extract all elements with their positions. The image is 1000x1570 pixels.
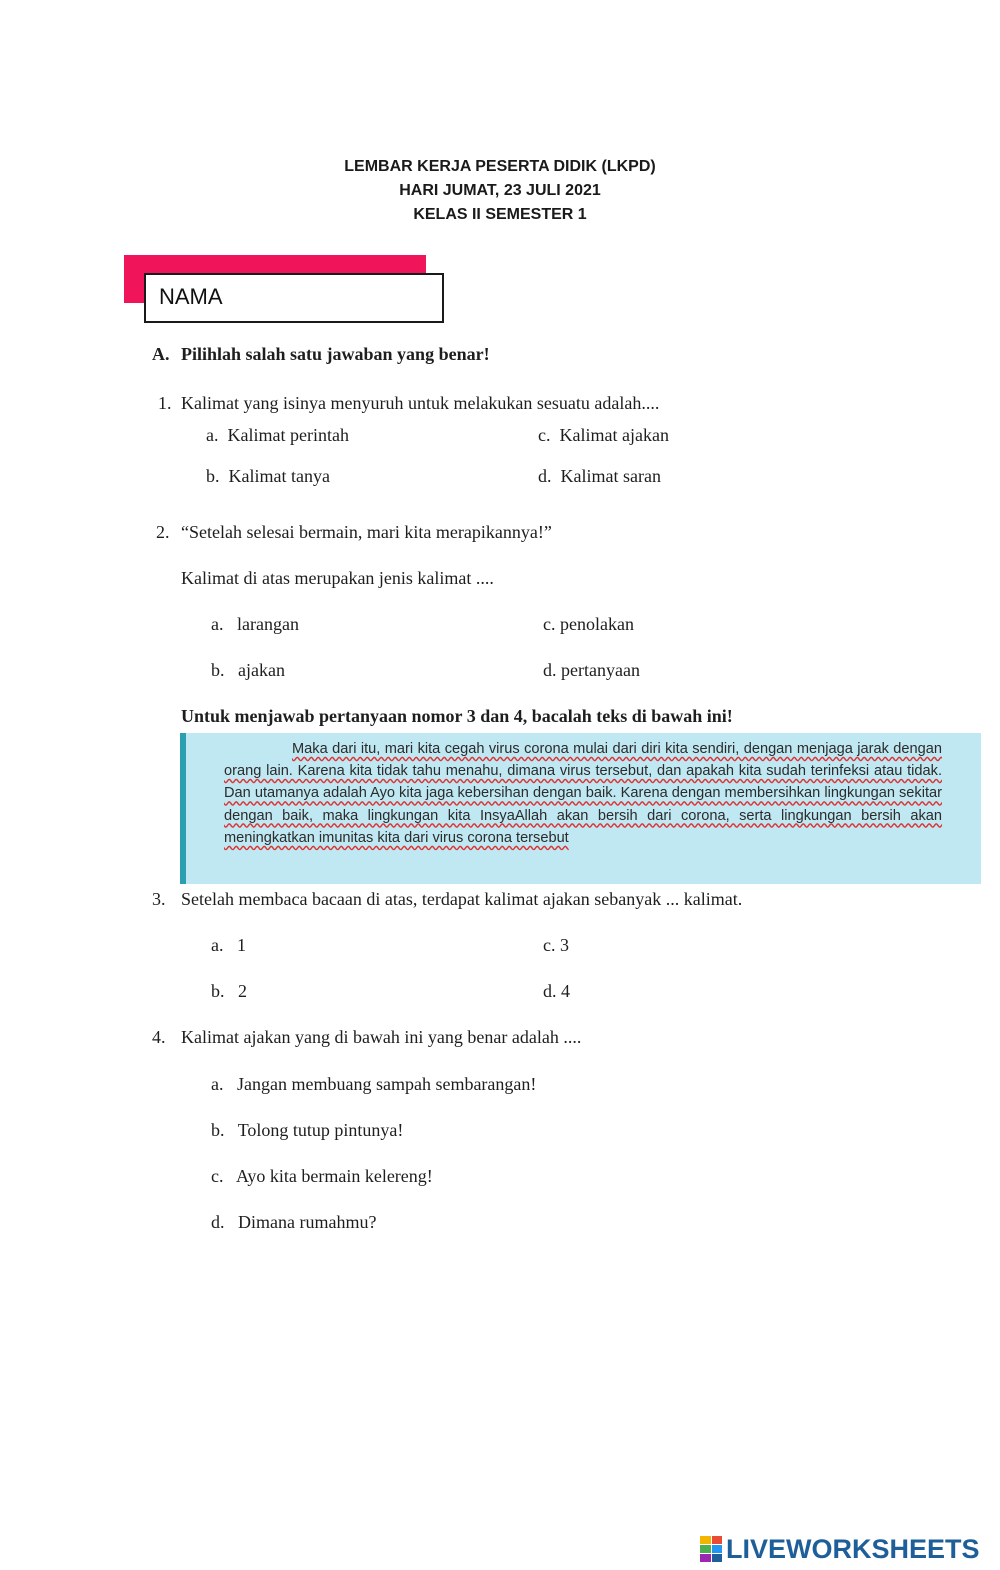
q3-option-b[interactable] [211,981,247,1002]
option-letter: b. [211,1120,225,1140]
q2-quote: “Setelah selesai bermain, mari kita merapikannya!” [181,522,552,542]
option-letter: c. [538,425,551,445]
option-text: Dimana rumahmu? [238,1212,377,1232]
q4-option-d[interactable] [211,1212,376,1233]
option-letter: a. [211,935,224,955]
q3-option-a[interactable] [211,935,246,956]
q3-number: 3. [152,889,166,909]
option-text: Kalimat perintah [227,425,349,445]
q3-option-c[interactable] [543,935,569,956]
name-field[interactable] [144,273,444,323]
q2-option-c[interactable] [543,614,634,635]
option-text: Kalimat ajakan [559,425,669,445]
name-label: NAMA [159,284,223,309]
section-title: Pilihlah salah satu jawaban yang benar! [181,344,490,364]
option-text: ajakan [238,660,285,680]
q4-option-c[interactable] [211,1166,433,1187]
option-text: Kalimat tanya [228,466,330,486]
option-text: Jangan membuang sampah sembarangan! [237,1074,537,1094]
q4-number: 4. [152,1027,166,1047]
liveworksheets-logo[interactable] [700,1532,980,1566]
q2-text: Kalimat di atas merupakan jenis kalimat .... [181,568,494,588]
q4-option-a[interactable] [211,1074,536,1095]
passage-text: Maka dari itu, mari kita cegah virus corona mulai dari diri kita sendiri, dengan menjaga jarak dengan orang lain. Karena kita tidak tahu menahu, dimana virus tersebut, dan apakah kita sudah terinfeksi atau tidak. Dan utamanya adalah Ayo kita jaga kebersihan dengan baik. Karena dengan membersihkan lingkungan sekitar dengan baik, maka lingkungan kita InsyaAllah akan bersih dari corona, serta lingkungan bersih akan meningkatkan imunitas kita dari virus corona tersebut [224,741,942,846]
worksheet-date: HARI JUMAT, 23 JULI 2021 [399,182,601,199]
option-text: penolakan [560,614,634,634]
option-letter: a. [211,1074,224,1094]
option-letter: c. [543,614,556,634]
option-letter: d. [543,660,557,680]
q1-text: Kalimat yang isinya menyuruh untuk melakukan sesuatu adalah.... [181,393,660,413]
q1-option-b[interactable] [206,466,330,487]
liveworksheets-logo-icon [700,1536,722,1562]
reading-passage [224,738,942,849]
q4-text: Kalimat ajakan yang di bawah ini yang benar adalah .... [181,1027,582,1047]
q1-option-c[interactable] [538,425,669,446]
option-letter: a. [211,614,224,634]
reading-instruction: Untuk menjawab pertanyaan nomor 3 dan 4, bacalah teks di bawah ini! [181,706,733,726]
option-letter: d. [538,466,552,486]
q2-number: 2. [156,522,170,542]
q3-text: Setelah membaca bacaan di atas, terdapat kalimat ajakan sebanyak ... kalimat. [181,889,743,909]
option-text: pertanyaan [561,660,640,680]
option-text: Kalimat saran [560,466,661,486]
option-text: 2 [238,981,247,1001]
option-text: Ayo kita bermain kelereng! [236,1166,433,1186]
worksheet-class: KELAS II SEMESTER 1 [413,206,587,223]
option-letter: c. [211,1166,224,1186]
q3-option-d[interactable] [543,981,570,1002]
option-letter: d. [211,1212,225,1232]
q1-number: 1. [158,393,172,413]
q1-option-d[interactable] [538,466,661,487]
q2-option-d[interactable] [543,660,640,681]
option-text: Tolong tutup pintunya! [237,1120,404,1140]
option-letter: b. [206,466,220,486]
option-letter: b. [211,981,225,1001]
option-letter: c. [543,935,556,955]
option-letter: b. [211,660,225,680]
option-text: larangan [237,614,299,634]
option-text: 3 [560,935,569,955]
q2-option-b[interactable] [211,660,285,681]
option-letter: a. [206,425,219,445]
option-text: 1 [237,935,246,955]
option-letter: d. [543,981,557,1001]
option-text: 4 [561,981,570,1001]
q2-option-a[interactable] [211,614,299,635]
section-letter: A. [152,344,170,364]
worksheet-title: LEMBAR KERJA PESERTA DIDIK (LKPD) [344,158,656,175]
q4-option-b[interactable] [211,1120,403,1141]
logo-text: LIVEWORKSHEETS [726,1533,980,1564]
q1-option-a[interactable] [206,425,349,446]
